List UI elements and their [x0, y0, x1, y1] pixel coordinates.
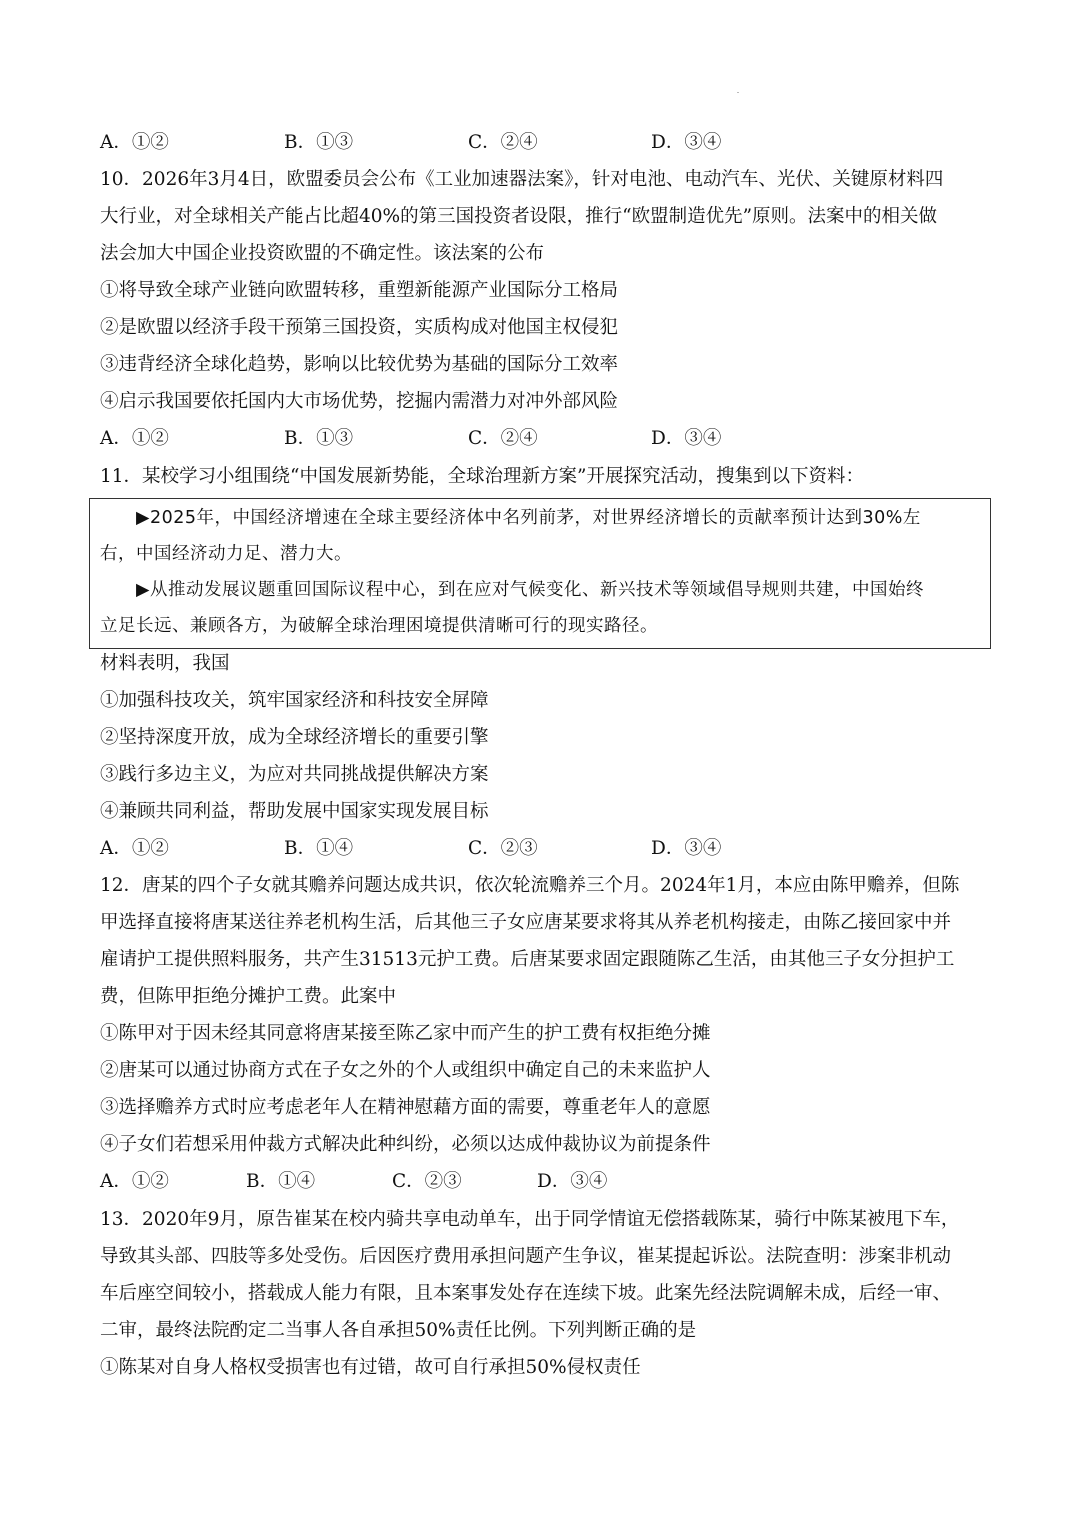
q13-stem-line: 13．2020年9月，原告崔某在校内骑共享电动单车，出于同学情谊无偿搭载陈某，骑行中陈某被甩下车，: [100, 1209, 960, 1230]
scan-speck: [737, 92, 739, 93]
q11-item-3: ③践行多边主义，为应对共同挑战提供解决方案: [100, 764, 489, 785]
q9-option-c[interactable]: C．②④: [468, 132, 538, 153]
q11-option-d[interactable]: D．③④: [651, 838, 722, 859]
q12-item-1: ①陈甲对于因未经其同意将唐某接至陈乙家中而产生的护工费有权拒绝分摊: [100, 1023, 711, 1044]
q12-stem-line: 费，但陈甲拒绝分摊护工费。此案中: [100, 986, 397, 1007]
q12-stem-line: 甲选择直接将唐某送往养老机构生活，后其他三子女应唐某要求将其从养老机构接走，由陈乙接回家中并: [100, 912, 952, 933]
q10-option-b[interactable]: B．①③: [284, 428, 354, 449]
q12-option-c[interactable]: C．②③: [392, 1171, 462, 1192]
q12-item-2: ②唐某可以通过协商方式在子女之外的个人或组织中确定自己的未来监护人: [100, 1060, 711, 1081]
q11-material-box: [89, 498, 991, 649]
q10-option-a[interactable]: A．①②: [100, 428, 169, 449]
q13-stem-line: 二审，最终法院酌定二当事人各自承担50%责任比例。下列判断正确的是: [100, 1320, 697, 1341]
q9-option-a[interactable]: A．①②: [100, 132, 169, 153]
q12-item-3: ③选择赡养方式时应考虑老年人在精神慰藉方面的需要，尊重老年人的意愿: [100, 1097, 711, 1118]
q11-lead: 材料表明，我国: [100, 653, 230, 674]
q9-option-d[interactable]: D．③④: [651, 132, 722, 153]
q10-item-3: ③违背经济全球化趋势，影响以比较优势为基础的国际分工效率: [100, 354, 619, 375]
q10-option-c[interactable]: C．②④: [468, 428, 538, 449]
q11-stem: 11．某校学习小组围绕“中国发展新势能，全球治理新方案”开展探究活动，搜集到以下资料：: [100, 466, 864, 487]
q13-stem-line: 车后座空间较小，搭载成人能力有限，且本案事发处存在连续下坡。此案先经法院调解未成，后经一审、: [100, 1283, 952, 1304]
q12-item-4: ④子女们若想采用仲裁方式解决此种纠纷，必须以达成仲裁协议为前提条件: [100, 1134, 711, 1155]
q11-option-a[interactable]: A．①②: [100, 838, 169, 859]
q11-item-2: ②坚持深度开放，成为全球经济增长的重要引擎: [100, 727, 489, 748]
q12-stem-line: 12．唐某的四个子女就其赡养问题达成共识，依次轮流赡养三个月。2024年1月，本应由陈甲赡养，但陈: [100, 875, 960, 896]
q12-option-a[interactable]: A．①②: [100, 1171, 169, 1192]
q10-item-2: ②是欧盟以经济手段干预第三国投资，实质构成对他国主权侵犯: [100, 317, 619, 338]
q11-item-1: ①加强科技攻关，筑牢国家经济和科技安全屏障: [100, 690, 489, 711]
q10-item-1: ①将导致全球产业链向欧盟转移，重塑新能源产业国际分工格局: [100, 280, 619, 301]
q13-stem-line: 导致其头部、四肢等多处受伤。后因医疗费用承担问题产生争议，崔某提起诉讼。法院查明：涉案非机动: [100, 1246, 952, 1267]
q12-option-d[interactable]: D．③④: [537, 1171, 608, 1192]
q11-material-line: 右，中国经济动力足、潜力大。: [100, 544, 352, 564]
q11-option-b[interactable]: B．①④: [284, 838, 354, 859]
q11-item-4: ④兼顾共同利益，帮助发展中国家实现发展目标: [100, 801, 489, 822]
q10-stem-line: 法会加大中国企业投资欧盟的不确定性。该法案的公布: [100, 243, 545, 264]
q9-option-b[interactable]: B．①③: [284, 132, 354, 153]
q12-option-b[interactable]: B．①④: [246, 1171, 316, 1192]
q11-option-c[interactable]: C．②③: [468, 838, 538, 859]
q11-material-line: ▶从推动发展议题重回国际议程中心，到在应对气候变化、新兴技术等领域倡导规则共建，中国始终: [136, 580, 924, 600]
q13-item-1: ①陈某对自身人格权受损害也有过错，故可自行承担50%侵权责任: [100, 1357, 641, 1378]
q10-stem-line: 10．2026年3月4日，欧盟委员会公布《工业加速器法案》，针对电池、电动汽车、光伏、关键原材料四: [100, 169, 944, 190]
q12-stem-line: 雇请护工提供照料服务，共产生31513元护工费。后唐某要求固定跟随陈乙生活，由其他三子女分担护工: [100, 949, 955, 970]
q11-material-line: ▶2025年，中国经济增速在全球主要经济体中名列前茅，对世界经济增长的贡献率预计达到30%左: [136, 508, 921, 528]
q10-option-d[interactable]: D．③④: [651, 428, 722, 449]
q10-stem-line: 大行业，对全球相关产能占比超40%的第三国投资者设限，推行“欧盟制造优先”原则。法案中的相关做: [100, 206, 938, 227]
q11-material-line: 立足长远、兼顾各方，为破解全球治理困境提供清晰可行的现实路径。: [100, 616, 658, 636]
q10-item-4: ④启示我国要依托国内大市场优势，挖掘内需潜力对冲外部风险: [100, 391, 619, 412]
